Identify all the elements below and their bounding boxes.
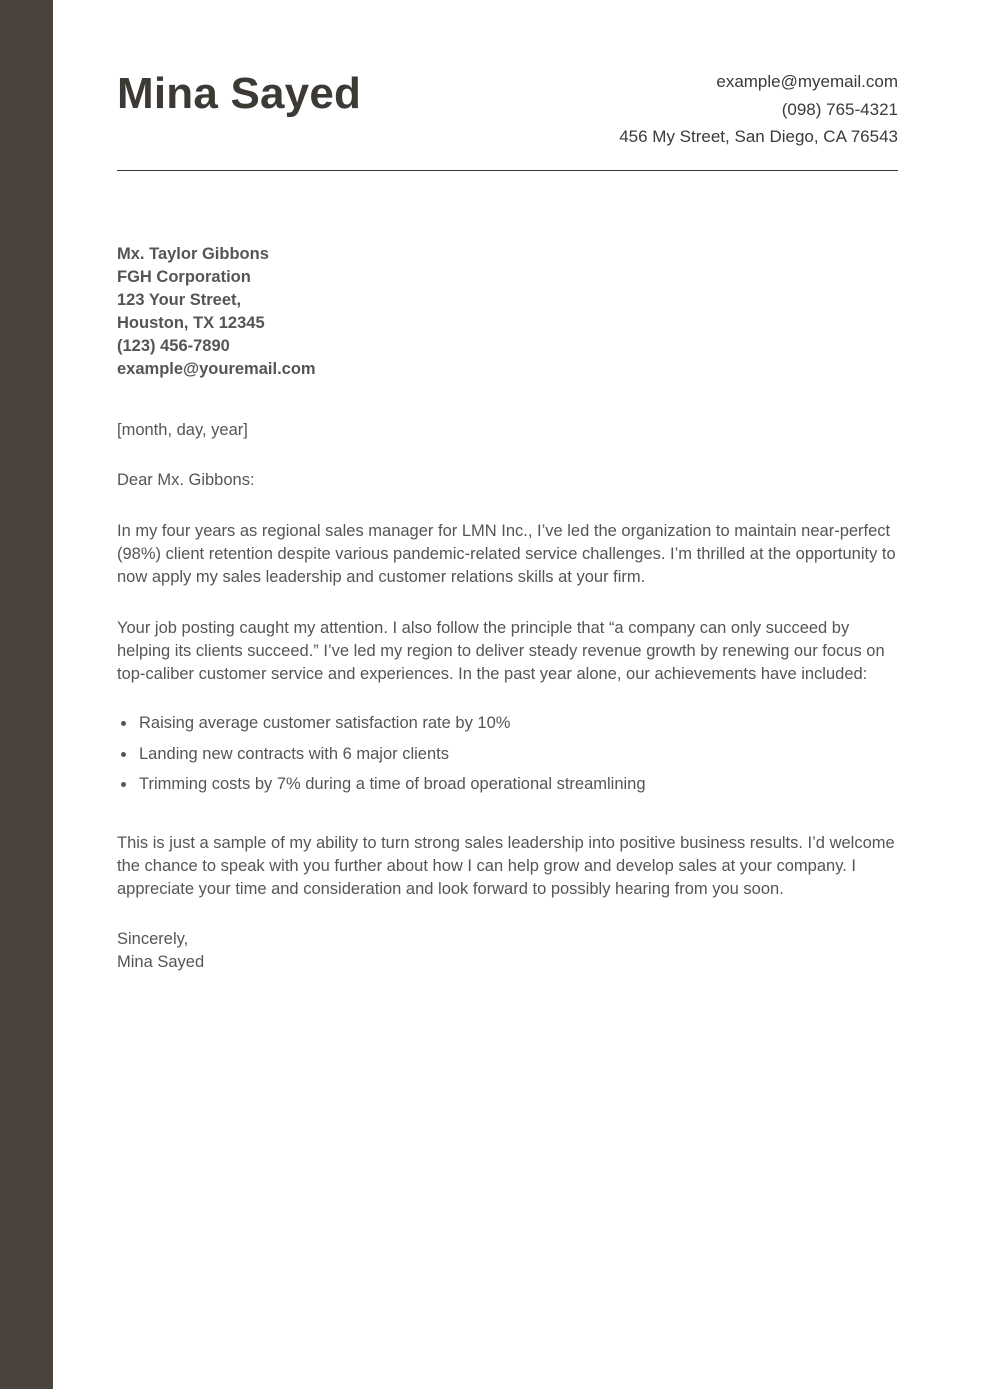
sender-contact-block bbox=[619, 68, 898, 151]
sender-address: 456 My Street, San Diego, CA 76543 bbox=[619, 127, 898, 146]
salutation: Dear Mx. Gibbons: bbox=[117, 471, 255, 489]
letter-date: [month, day, year] bbox=[117, 421, 248, 439]
bullet-icon bbox=[121, 721, 126, 726]
list-item bbox=[139, 712, 899, 735]
paragraph-intro: In my four years as regional sales manager for LMN Inc., I’ve led the organization to maintain near-perfect (98%) client retention despite various pandemic-related service challenges. I’m thrilled at the opportunity to now apply my sales leadership and customer relations skills at your firm. bbox=[117, 522, 896, 587]
list-item-text: Landing new contracts with 6 major clients bbox=[139, 744, 449, 763]
paragraph-closing: This is just a sample of my ability to turn strong sales leadership into positive business results. I’d welcome the chance to speak with you further about how I can help grow and develop sales at your company. I appreciate your time and consideration and look forward to possibly hearing from you soon. bbox=[117, 834, 895, 899]
sign-off-block bbox=[117, 928, 204, 974]
closing-phrase: Sincerely, bbox=[117, 930, 189, 948]
sender-phone: (098) 765-4321 bbox=[781, 99, 898, 119]
recipient-company: FGH Corporation bbox=[117, 268, 251, 287]
recipient-street: 123 Your Street, bbox=[117, 291, 242, 310]
sidebar-accent-bar bbox=[0, 0, 53, 1389]
list-item-text: Raising average customer satisfaction rate by 10% bbox=[139, 714, 511, 732]
paragraph-motivation: Your job posting caught my attention. I also follow the principle that “a company can only succeed by helping its clients succeed.” I’ve led my region to deliver steady revenue growth by renewing our focus on top-caliber customer service and experiences. In the past year alone, our achievements have included: bbox=[117, 619, 885, 684]
list-item-text: Trimming costs by 7% during a time of broad operational streamlining bbox=[139, 775, 646, 793]
cover-letter-page bbox=[117, 0, 898, 1389]
sender-name: Mina Sayed bbox=[117, 69, 362, 118]
recipient-email: example@youremail.com bbox=[117, 360, 316, 379]
recipient-city: Houston, TX 12345 bbox=[117, 314, 265, 333]
recipient-name: Mx. Taylor Gibbons bbox=[117, 245, 269, 263]
list-item bbox=[139, 773, 899, 796]
signature-name: Mina Sayed bbox=[117, 953, 205, 972]
sender-email: example@myemail.com bbox=[716, 72, 898, 91]
bullet-icon bbox=[121, 782, 126, 787]
recipient-phone: (123) 456-7890 bbox=[117, 337, 230, 356]
bullet-icon bbox=[121, 752, 126, 757]
list-item bbox=[139, 743, 899, 766]
recipient-block bbox=[117, 243, 316, 382]
achievements-list bbox=[117, 712, 899, 804]
header-divider bbox=[117, 170, 898, 171]
